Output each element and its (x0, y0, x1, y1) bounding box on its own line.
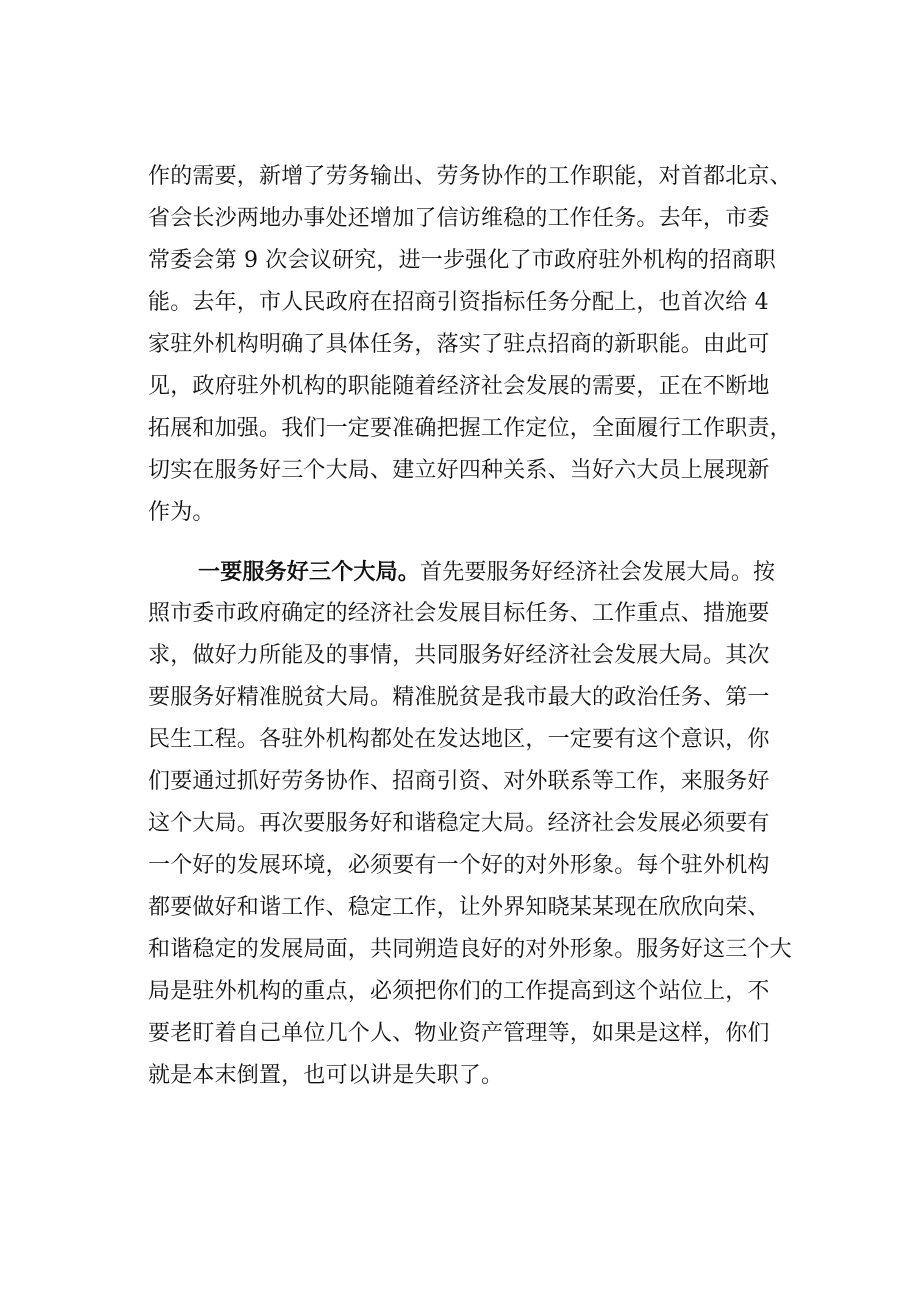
paragraph-line: 照市委市政府确定的经济社会发展目标任务、工作重点、措施要 (148, 601, 770, 626)
paragraph-line: 局是驻外机构的重点，必须把你们的工作提高到这个站位上，不 (148, 979, 770, 1004)
paragraph-line: 要服务好精准脱贫大局。精准脱贫是我市最大的政治任务、第一 (148, 685, 770, 710)
paragraph-line: 作为。 (148, 500, 215, 525)
paragraph-line: 家驻外机构明确了具体任务，落实了驻点招商的新职能。由此可 (148, 332, 770, 357)
paragraph-line: 就是本末倒置，也可以讲是失职了。 (148, 1063, 504, 1088)
paragraph-line: 一个好的发展环境，必须要有一个好的对外形象。每个驻外机构 (148, 853, 770, 878)
paragraph-line: 们要通过抓好劳务协作、招商引资、对外联系等工作，来服务好 (148, 769, 770, 794)
paragraph-line: 求，做好力所能及的事情，共同服务好经济社会发展大局。其次 (148, 643, 770, 668)
paragraph-line: 省会长沙两地办事处还增加了信访维稳的工作任务。去年，市委 (148, 206, 770, 231)
paragraph-line: 民生工程。各驻外机构都处在发达地区，一定要有这个意识，你 (148, 727, 770, 752)
paragraph-line: 能。去年，市人民政府在招商引资指标任务分配上，也首次给 4 (148, 290, 769, 315)
paragraph-text: 首先要服务好经济社会发展大局。按 (420, 560, 776, 585)
paragraph-line: 作的需要，新增了劳务输出、劳务协作的工作职能，对首都北京、 (148, 164, 792, 189)
paragraph-line: 要老盯着自己单位几个人、物业资产管理等，如果是这样，你们 (148, 1021, 770, 1046)
paragraph-line: 切实在服务好三个大局、建立好四种关系、当好六大员上展现新 (148, 458, 770, 483)
paragraph-line: 常委会第 9 次会议研究，进一步强化了市政府驻外机构的招商职 (148, 248, 776, 273)
paragraph-line: 都要做好和谐工作、稳定工作，让外界知晓某某现在欣欣向荣、 (148, 895, 770, 920)
paragraph-line: 拓展和加强。我们一定要准确把握工作定位，全面履行工作职责， (148, 416, 792, 441)
section-heading: 一要服务好三个大局。 (198, 559, 421, 585)
paragraph-line: 这个大局。再次要服务好和谐稳定大局。经济社会发展必须要有 (148, 811, 770, 836)
paragraph-first-line (148, 552, 775, 592)
paragraph-line: 和谐稳定的发展局面，共同朔造良好的对外形象。服务好这三个大 (148, 937, 792, 962)
paragraph-line: 见，政府驻外机构的职能随着经济社会发展的需要，正在不断地 (148, 374, 770, 399)
